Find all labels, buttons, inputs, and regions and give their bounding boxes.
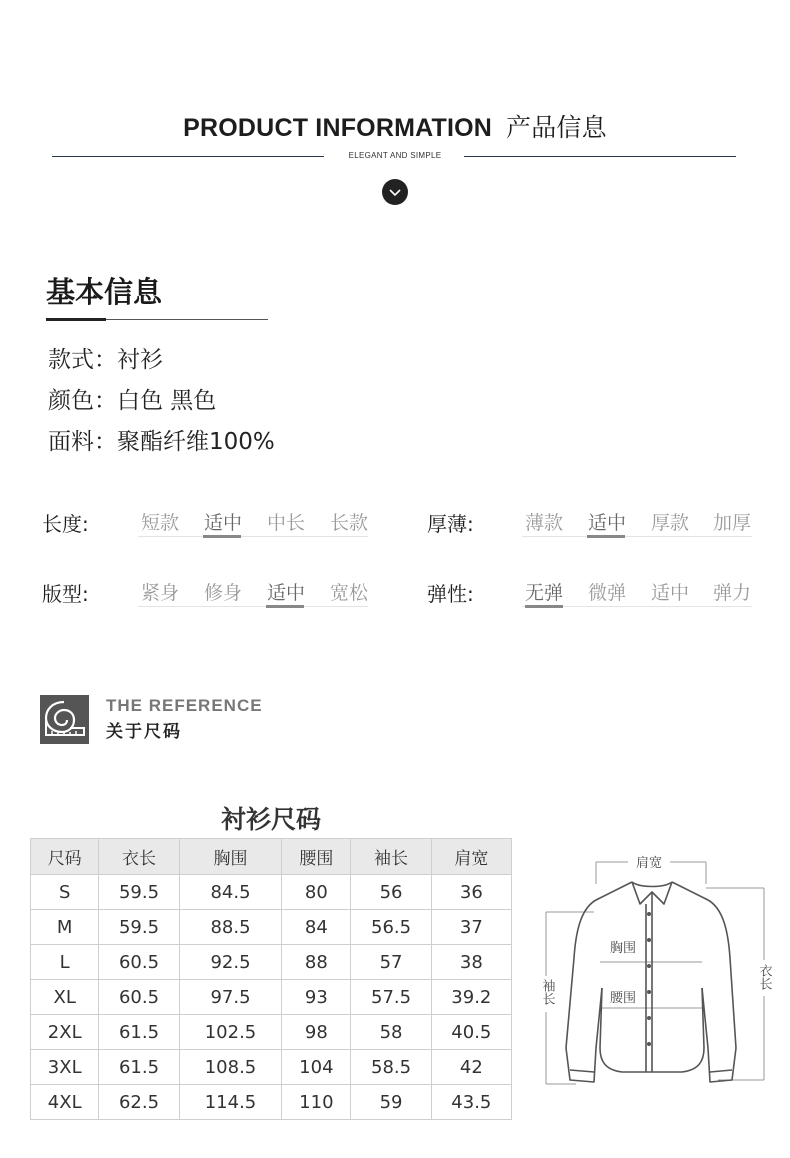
- table-cell: 88: [282, 945, 351, 980]
- tape-measure-icon: [40, 695, 89, 744]
- attr-thickness-label: 厚薄:: [427, 512, 474, 536]
- info-style: [48, 341, 163, 374]
- attr-thickness-option: 厚款: [650, 512, 689, 534]
- table-cell: 42: [431, 1050, 511, 1085]
- attr-fit-selected-marker: [266, 605, 304, 608]
- size-table-header: 衣长: [99, 839, 179, 875]
- table-cell: 62.5: [99, 1085, 179, 1120]
- page-title-cn: 产品信息: [506, 113, 607, 142]
- table-cell: 59.5: [99, 910, 179, 945]
- attr-length-option: 中长: [266, 512, 305, 534]
- info-fabric: [48, 423, 275, 456]
- attr-fit-option: 紧身: [140, 582, 179, 604]
- attr-length-selected-marker: [203, 535, 241, 538]
- attr-fit-option-selected: 适中: [266, 582, 305, 604]
- info-color: [48, 382, 216, 415]
- attr-elasticity-option: 微弹: [587, 582, 626, 604]
- table-cell: 57: [351, 945, 431, 980]
- size-table-header: 尺码: [31, 839, 99, 875]
- attr-fit-option: 修身: [203, 582, 242, 604]
- table-cell: 97.5: [179, 980, 282, 1015]
- table-row: [31, 910, 512, 945]
- size-table-header: 肩宽: [431, 839, 511, 875]
- page-title-en: PRODUCT INFORMATION: [183, 114, 493, 142]
- table-cell: 84.5: [179, 875, 282, 910]
- chevron-down-icon: [382, 179, 408, 205]
- table-cell: 4XL: [31, 1085, 99, 1120]
- info-fabric-value: 聚酯纤维100%: [117, 429, 275, 455]
- info-style-value: 衬衫: [117, 347, 163, 373]
- attr-elasticity-selected-marker: [525, 605, 563, 608]
- diagram-label-shoulder: 肩宽: [635, 856, 663, 871]
- table-cell: 92.5: [179, 945, 282, 980]
- attr-elasticity-option-selected: 无弹: [524, 582, 563, 604]
- size-table-title: 衬衫尺码: [220, 805, 321, 834]
- diagram-label-chest: 胸围: [610, 941, 637, 956]
- attr-length-option: 长款: [329, 512, 368, 534]
- attr-elasticity-label: 弹性:: [427, 582, 474, 606]
- attr-length-track: [138, 536, 368, 537]
- attr-thickness-option: 薄款: [524, 512, 563, 534]
- header-subtitle: ELEGANT AND SIMPLE: [348, 151, 442, 160]
- attr-thickness-selected-marker: [587, 535, 625, 538]
- table-cell: 38: [431, 945, 511, 980]
- table-cell: 108.5: [179, 1050, 282, 1085]
- diagram-label-waist: 腰围: [610, 991, 637, 1006]
- table-cell: 93: [282, 980, 351, 1015]
- size-table-header: 袖长: [351, 839, 431, 875]
- attr-elasticity-option: 弹力: [712, 582, 751, 604]
- table-cell: 104: [282, 1050, 351, 1085]
- table-cell: M: [31, 910, 99, 945]
- table-cell: 40.5: [431, 1015, 511, 1050]
- diagram-label-sleeve: 袖长: [539, 979, 555, 1005]
- table-cell: 60.5: [99, 980, 179, 1015]
- table-cell: 84: [282, 910, 351, 945]
- attr-thickness-option: 加厚: [712, 512, 751, 534]
- table-row: [31, 1015, 512, 1050]
- attr-fit-option: 宽松: [329, 582, 368, 604]
- table-cell: 114.5: [179, 1085, 282, 1120]
- attr-length-option-selected: 适中: [203, 512, 242, 534]
- table-row: [31, 945, 512, 980]
- size-table: [30, 838, 512, 1120]
- attr-elasticity-option: 适中: [650, 582, 689, 604]
- info-color-label: 颜色：: [48, 388, 117, 414]
- attr-thickness-option-selected: 适中: [587, 512, 626, 534]
- info-style-label: 款式：: [48, 347, 117, 373]
- table-row: [31, 875, 512, 910]
- attr-length-label: 长度:: [42, 512, 89, 536]
- table-cell: 2XL: [31, 1015, 99, 1050]
- table-cell: XL: [31, 980, 99, 1015]
- table-cell: 61.5: [99, 1015, 179, 1050]
- table-cell: S: [31, 875, 99, 910]
- table-cell: 57.5: [351, 980, 431, 1015]
- info-color-value: 白色 黑色: [117, 388, 217, 414]
- table-cell: 59: [351, 1085, 431, 1120]
- page-title: [0, 108, 790, 144]
- attr-thickness-track: [522, 536, 752, 537]
- table-cell: 37: [431, 910, 511, 945]
- attr-fit-label: 版型:: [42, 582, 89, 606]
- table-row: [31, 1085, 512, 1120]
- basic-info-underline-accent: [46, 318, 106, 321]
- table-cell: 60.5: [99, 945, 179, 980]
- table-cell: 58: [351, 1015, 431, 1050]
- size-table-header: 腰围: [282, 839, 351, 875]
- table-cell: 39.2: [431, 980, 511, 1015]
- table-cell: 36: [431, 875, 511, 910]
- diagram-label-length: 衣长: [756, 964, 772, 990]
- table-cell: 3XL: [31, 1050, 99, 1085]
- table-cell: 98: [282, 1015, 351, 1050]
- table-cell: 102.5: [179, 1015, 282, 1050]
- table-cell: 58.5: [351, 1050, 431, 1085]
- table-cell: 59.5: [99, 875, 179, 910]
- reference-title-cn: 关于尺码: [106, 722, 182, 742]
- size-table-header: 胸围: [179, 839, 282, 875]
- table-cell: 110: [282, 1085, 351, 1120]
- table-cell: 43.5: [431, 1085, 511, 1120]
- shirt-measurement-diagram: [536, 848, 776, 1098]
- table-cell: 61.5: [99, 1050, 179, 1085]
- reference-title-en: THE REFERENCE: [106, 696, 263, 715]
- size-table-header-row: [31, 839, 512, 875]
- table-cell: 88.5: [179, 910, 282, 945]
- attr-length-option: 短款: [140, 512, 179, 534]
- attr-fit-track: [138, 606, 368, 607]
- table-row: [31, 1050, 512, 1085]
- table-cell: 56: [351, 875, 431, 910]
- basic-info-title: 基本信息: [46, 275, 163, 309]
- table-row: [31, 980, 512, 1015]
- table-cell: 56.5: [351, 910, 431, 945]
- table-cell: 80: [282, 875, 351, 910]
- table-cell: L: [31, 945, 99, 980]
- info-fabric-label: 面料：: [48, 429, 117, 455]
